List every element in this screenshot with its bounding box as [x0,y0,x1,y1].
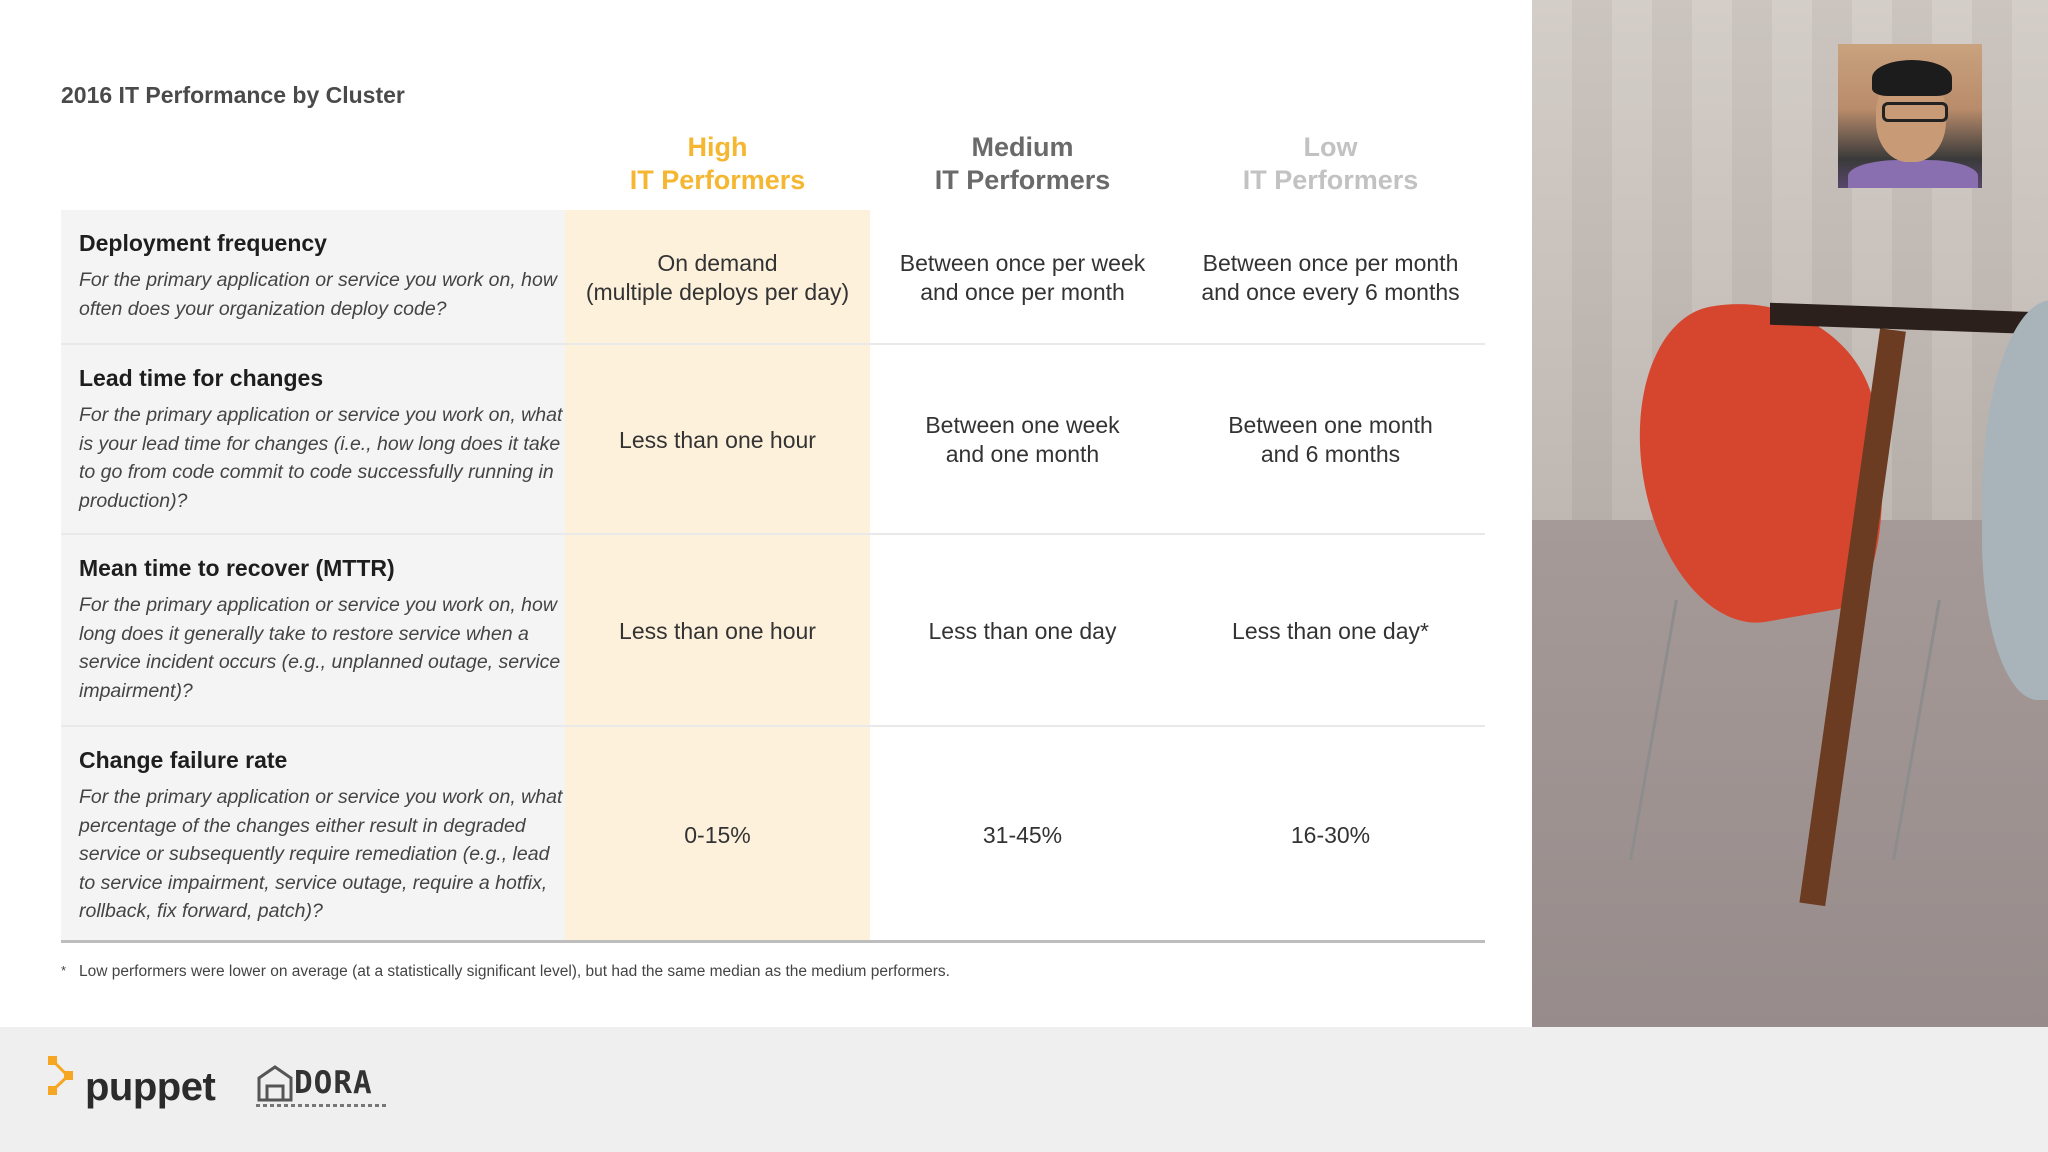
dora-wordmark: DORA [294,1065,373,1101]
column-header-low-line1: Low [1303,132,1358,162]
low-value [1178,210,1483,345]
presenter-webcam [1838,44,1982,188]
presenter-glasses [1882,102,1948,122]
footnote [61,963,950,981]
dora-logo-icon [256,1064,294,1104]
low-value [1178,535,1483,727]
footnote-text: Low performers were lower on average (at a statistically significant level), but had the same median as the medium performers. [79,963,950,980]
presenter-hair [1872,60,1952,96]
medium-value [870,345,1175,535]
medium-value-text: Between once per week and once per month [899,249,1146,305]
puppet-wordmark: puppet [85,1065,216,1109]
metric-title: Lead time for changes [79,365,324,391]
high-value-text: On demand (multiple deploys per day) [585,249,850,305]
high-value [565,345,870,535]
low-value-text: Less than one day* [1232,617,1429,644]
table-row-change-failure-rate [61,727,1485,943]
medium-value [870,727,1175,943]
high-value-text: Less than one hour [619,426,816,453]
medium-value [870,535,1175,727]
presenter-shirt [1848,160,1978,188]
metric-question: For the primary application or service you work on, what percentage of the changes either result in degraded service or subsequently require remediation (e.g., lead to service impairment, service outage, require a hotfix, rollback, fix forward, patch)? [79,786,563,922]
high-value-text: 0-15% [684,821,751,848]
column-header-low [1178,131,1483,197]
medium-value-text: Between one week and one month [925,412,1120,467]
medium-value-text: 31-45% [982,821,1063,848]
slide-title: 2016 IT Performance by Cluster [61,82,405,108]
low-value [1178,345,1483,535]
low-value [1178,727,1483,943]
column-header-high [565,131,870,197]
dora-tagline-decoration [256,1104,388,1107]
high-value [565,727,870,943]
table-row-deployment-frequency [61,210,1485,345]
high-value [565,210,870,345]
metric-question: For the primary application or service you work on, what is your lead time for changes (i.e., how long does it take to go from code commit to code successfully running in production)? [79,404,563,512]
high-value [565,535,870,727]
metric-title: Change failure rate [79,747,288,773]
chair-legs [1629,600,1941,860]
low-value-text: 16-30% [1290,821,1371,848]
footnote-marker: * [61,963,67,978]
column-header-medium-line2: IT Performers [934,165,1111,195]
low-value-text: Between one month and 6 months [1228,412,1433,467]
metric-title: Mean time to recover (MTTR) [79,555,395,581]
medium-value [870,210,1175,345]
column-header-low-line2: IT Performers [1242,165,1419,195]
table-row-lead-time [61,345,1485,535]
medium-value-text: Less than one day [928,617,1117,644]
column-header-medium-line1: Medium [971,132,1074,162]
column-header-medium [870,131,1175,197]
column-header-high-line2: IT Performers [629,165,806,195]
table-bottom-rule [61,940,1485,943]
metric-title: Deployment frequency [79,230,327,256]
metric-question: For the primary application or service you work on, how often does your organization deploy code? [79,269,557,320]
table-row-mttr [61,535,1485,727]
high-value-text: Less than one hour [619,617,816,644]
low-value-text: Between once per month and once every 6 months [1201,249,1460,305]
metric-question: For the primary application or service you work on, how long does it generally take to restore service when a service incident occurs (e.g., unplanned outage, service impairment)? [79,594,561,702]
column-header-high-line1: High [687,132,748,162]
